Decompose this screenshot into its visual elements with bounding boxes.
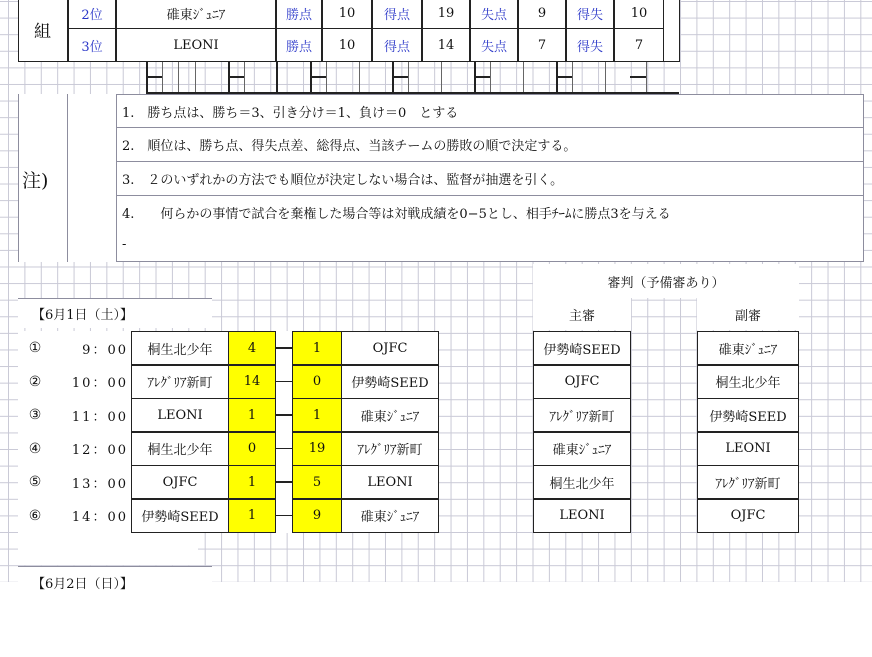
match-home-score: 1 (247, 407, 257, 423)
match-number-cell (18, 432, 52, 466)
score-connector (276, 432, 293, 466)
match-away-team: LEONI (367, 474, 413, 490)
note-text: 3. ２のいずれかの方法でも順位が決定しない場合は、監督が抽選を引く。 (122, 173, 564, 188)
match-away-team: 碓東ｼﾞｭﾆｱ (360, 510, 420, 525)
main-ref-header: 主審 (568, 308, 595, 324)
notes-label: 注) (22, 170, 49, 192)
standings-points: 10 (338, 37, 356, 53)
score-connector (276, 398, 293, 432)
match-number: ④ (28, 440, 42, 457)
standings-rank-cell (68, 28, 116, 62)
standings-rank: 2位 (81, 7, 103, 23)
match-number: ② (28, 373, 42, 390)
match-home-team: 伊勢崎SEED (141, 510, 219, 525)
note-text: 2. 順位は、勝ち点、得失点差、総得点、当該チームの勝敗の順で決定する。 (122, 139, 577, 154)
standings-ga: 9 (537, 5, 547, 21)
standings-points-label-cell (276, 0, 322, 30)
standings-points-label: 勝点 (285, 39, 312, 55)
standings-gf: 14 (437, 37, 455, 53)
match-number: ① (28, 340, 42, 356)
match-number: ⑤ (28, 474, 42, 490)
match-away-team-cell (341, 365, 439, 399)
score-connector (276, 365, 293, 399)
match-away-team: 碓東ｼﾞｭﾆｱ (360, 409, 420, 425)
bracket-row (130, 62, 680, 94)
match-home-score-cell (228, 465, 276, 499)
standings-gf-label: 得点 (383, 7, 410, 23)
note-text: 1. 勝ち点は、勝ち＝3、引き分け＝1、負け＝0 とする (122, 105, 459, 121)
match-home-score-cell (228, 331, 276, 365)
match-sub-ref-cell (697, 432, 799, 466)
match-home-score: 14 (243, 374, 261, 389)
match-time: 12：00 (71, 443, 128, 458)
standings-ga-cell (518, 28, 566, 62)
notes-gap (68, 94, 116, 262)
standings-team-cell (116, 28, 276, 62)
match-time-cell (52, 365, 132, 399)
match-time: 9：00 (82, 342, 128, 358)
standings-gf-label-cell (372, 28, 422, 62)
match-away-score: 0 (312, 374, 322, 389)
standings-points-label-cell (276, 28, 322, 62)
match-main-ref-cell (533, 398, 631, 432)
match-number-cell (18, 499, 52, 533)
match-home-team: LEONI (157, 407, 203, 423)
match-home-team-cell (131, 465, 229, 499)
match-home-score-cell (228, 398, 276, 432)
standings-gd: 10 (630, 5, 648, 21)
match-home-team-cell (131, 331, 229, 365)
match-number: ③ (28, 407, 42, 423)
match-home-team-cell (131, 365, 229, 399)
score-connector (276, 331, 293, 365)
match-away-score-cell (292, 499, 342, 533)
match-sub-ref-cell (697, 465, 799, 499)
standings-team-cell (116, 0, 276, 30)
match-away-score: 5 (312, 474, 322, 490)
sub-ref-header-cell (697, 298, 799, 330)
group-cell (18, 0, 68, 62)
note-item (116, 94, 864, 128)
match-sub-ref: 桐生北少年 (715, 376, 781, 391)
match-home-score: 1 (247, 508, 257, 523)
match-away-team-cell (341, 331, 439, 365)
standings-gf-label: 得点 (383, 39, 410, 55)
match-main-ref: 伊勢崎SEED (543, 342, 621, 358)
note-item (116, 196, 864, 230)
match-sub-ref-cell (697, 398, 799, 432)
match-main-ref-cell (533, 331, 631, 365)
match-home-score: 4 (247, 340, 257, 356)
match-home-team: 桐生北少年 (147, 342, 213, 358)
referee-header-cell (533, 264, 799, 298)
standings-gd-label: 得失 (576, 39, 603, 55)
match-number-cell (18, 331, 52, 365)
score-connector (276, 499, 293, 533)
standings-points-label: 勝点 (285, 7, 312, 23)
match-home-team: OJFC (162, 474, 198, 490)
match-away-team-cell (341, 465, 439, 499)
standings-gf-cell (422, 0, 470, 30)
match-time-cell (52, 499, 132, 533)
match-sub-ref: LEONI (725, 441, 771, 456)
match-main-ref: OJFC (564, 374, 600, 389)
match-away-score: 19 (308, 441, 326, 456)
standings-gd: 7 (634, 37, 644, 53)
standings-ga-label: 失点 (480, 39, 507, 55)
notes-trailing: - (122, 237, 127, 252)
date-header: 【6月1日（土）】 (32, 308, 134, 323)
standings-team: 碓東ｼﾞｭﾆｱ (166, 7, 226, 23)
standings-gf: 19 (437, 5, 455, 21)
match-number-cell (18, 365, 52, 399)
match-away-team: OJFC (372, 340, 408, 356)
standings-ga-label-cell (470, 28, 518, 62)
standings-gd-cell (614, 28, 664, 62)
match-time: 11：00 (71, 409, 128, 425)
match-time: 10：00 (71, 376, 128, 391)
match-home-score-cell (228, 365, 276, 399)
standings-gd-cell (614, 0, 664, 30)
match-away-team-cell (341, 432, 439, 466)
match-home-team-cell (131, 499, 229, 533)
note-item (116, 162, 864, 196)
match-main-ref-cell (533, 465, 631, 499)
group-label: 組 (34, 21, 51, 42)
match-time-cell (52, 331, 132, 365)
match-away-score-cell (292, 331, 342, 365)
match-home-score-cell (228, 432, 276, 466)
note-item (116, 128, 864, 162)
standings-gd-label: 得失 (576, 7, 603, 23)
main-ref-header-cell (533, 298, 631, 330)
standings-ga-label-cell (470, 0, 518, 30)
notes-trailing-row (116, 228, 864, 262)
standings-team: LEONI (173, 37, 219, 53)
match-away-team-cell (341, 398, 439, 432)
standings-gd-label-cell (566, 0, 614, 30)
standings-gf-cell (422, 28, 470, 62)
standings-points: 10 (338, 5, 356, 21)
match-main-ref-cell (533, 499, 631, 533)
match-home-score-cell (228, 499, 276, 533)
standings-points-cell (322, 0, 372, 30)
match-sub-ref-cell (697, 499, 799, 533)
match-time: 13：00 (71, 476, 128, 492)
match-sub-ref: OJFC (730, 508, 766, 523)
standings-points-cell (322, 28, 372, 62)
referee-header: 審判（予備審あり） (607, 275, 725, 291)
score-connector (276, 465, 293, 499)
match-away-score-cell (292, 465, 342, 499)
match-away-score-cell (292, 365, 342, 399)
match-main-ref: LEONI (559, 508, 605, 523)
match-home-score: 0 (247, 441, 257, 456)
standings-rank: 3位 (81, 39, 103, 55)
standings-gf-label-cell (372, 0, 422, 30)
match-number-cell (18, 465, 52, 499)
match-sub-ref: ｱﾚｸﾞﾘｱ新町 (715, 476, 781, 492)
match-time-cell (52, 398, 132, 432)
match-home-team-cell (131, 432, 229, 466)
standings-rank-cell (68, 0, 116, 30)
match-home-team-cell (131, 398, 229, 432)
match-away-score: 1 (312, 340, 322, 356)
match-sub-ref: 伊勢崎SEED (709, 409, 787, 425)
match-home-team: ｱﾚｸﾞﾘｱ新町 (147, 376, 213, 391)
match-home-team: 桐生北少年 (147, 443, 213, 458)
match-away-team: 伊勢崎SEED (351, 376, 429, 391)
match-main-ref-cell (533, 432, 631, 466)
match-main-ref-cell (533, 365, 631, 399)
standings-ga-cell (518, 0, 566, 30)
match-away-team: ｱﾚｸﾞﾘｱ新町 (357, 443, 423, 458)
match-away-score: 9 (312, 508, 322, 523)
match-time-cell (52, 465, 132, 499)
match-away-score-cell (292, 432, 342, 466)
match-away-score: 1 (312, 407, 322, 423)
schedule-bottom-fill (18, 533, 198, 565)
match-main-ref: 碓東ｼﾞｭﾆｱ (552, 443, 612, 458)
match-main-ref: 桐生北少年 (549, 476, 615, 492)
note-text: 4. 何らかの事情で試合を棄権した場合等は対戦成績を0−5とし、相手ﾁｰﾑに勝点3を与える (122, 207, 671, 222)
standings-gd-label-cell (566, 28, 614, 62)
match-number: ⑥ (28, 507, 42, 524)
standings-ga-label: 失点 (480, 7, 507, 23)
sub-ref-header: 副審 (734, 308, 761, 324)
match-sub-ref-cell (697, 365, 799, 399)
match-time: 14：00 (71, 510, 128, 525)
match-away-score-cell (292, 398, 342, 432)
next-date-header: 【6月2日（日）】 (32, 577, 134, 592)
standings-ga: 7 (537, 37, 547, 53)
match-number-cell (18, 398, 52, 432)
match-time-cell (52, 432, 132, 466)
match-away-team-cell (341, 499, 439, 533)
match-sub-ref: 碓東ｼﾞｭﾆｱ (718, 342, 778, 358)
match-home-score: 1 (247, 474, 257, 490)
match-main-ref: ｱﾚｸﾞﾘｱ新町 (549, 409, 615, 425)
match-sub-ref-cell (697, 331, 799, 365)
